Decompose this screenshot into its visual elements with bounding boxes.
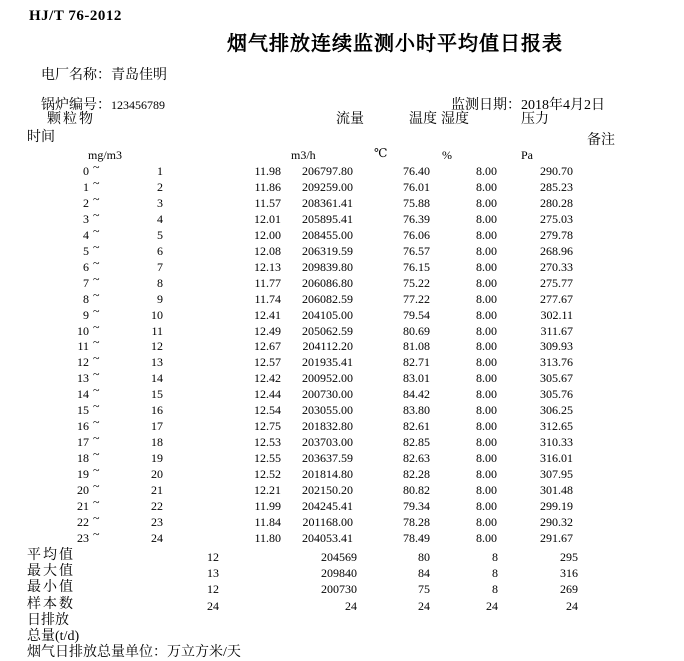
- total-amount-label: 总量(t/d): [27, 629, 80, 644]
- hour-end: 11: [151, 324, 163, 338]
- pressure-value: 280.28: [540, 196, 573, 210]
- summary-pressure-value: 24: [566, 599, 578, 613]
- pressure-value: 268.96: [540, 244, 573, 258]
- unit-flow: m3/h: [291, 148, 316, 162]
- table-row: [0, 463, 684, 483]
- flow-value: 203703.00: [302, 435, 353, 449]
- flow-value: 204053.41: [302, 531, 353, 545]
- summary-humidity-value: 8: [492, 550, 498, 564]
- hour-start: 19: [77, 467, 89, 481]
- summary-flow-value: 24: [345, 599, 357, 613]
- hour-start: 1: [83, 180, 89, 194]
- pm-value: 12.75: [254, 419, 281, 433]
- temp-value: 83.01: [403, 371, 430, 385]
- pressure-value: 316.01: [540, 451, 573, 465]
- summary-pm-value: 24: [207, 599, 219, 613]
- boiler-no-label: 锅炉编号：: [41, 98, 111, 113]
- unit-humidity: %: [442, 148, 452, 162]
- humidity-value: 8.00: [476, 292, 497, 306]
- pressure-value: 279.78: [540, 228, 573, 242]
- flow-value: 209259.00: [302, 180, 353, 194]
- table-row: [0, 320, 684, 340]
- pm-value: 12.54: [254, 403, 281, 417]
- flow-value: 201935.41: [302, 355, 353, 369]
- hour-start: 8: [83, 292, 89, 306]
- hour-end: 7: [157, 260, 163, 274]
- temp-value: 75.88: [403, 196, 430, 210]
- table-row: [0, 240, 684, 260]
- pressure-value: 291.67: [540, 531, 573, 545]
- temp-value: 79.54: [403, 308, 430, 322]
- pm-value: 12.21: [254, 483, 281, 497]
- humidity-value: 8.00: [476, 324, 497, 338]
- hour-range-tilde: ~: [93, 208, 100, 222]
- hour-start: 7: [83, 276, 89, 290]
- temp-value: 82.71: [403, 355, 430, 369]
- temp-value: 80.82: [403, 483, 430, 497]
- hour-start: 14: [77, 387, 89, 401]
- summary-temp-value: 80: [418, 550, 430, 564]
- summary-humidity-value: 24: [486, 599, 498, 613]
- table-row: [0, 415, 684, 435]
- daily-emission-label: 日排放: [27, 613, 69, 628]
- flow-value: 206082.59: [302, 292, 353, 306]
- standard-code: HJ/T 76-2012: [29, 8, 122, 24]
- humidity-value: 8.00: [476, 515, 497, 529]
- humidity-value: 8.00: [476, 276, 497, 290]
- hour-start: 10: [77, 324, 89, 338]
- col-header-pm: 颗粒物: [47, 112, 95, 127]
- summary-label: 最大值: [27, 564, 75, 579]
- pressure-value: 290.70: [540, 164, 573, 178]
- table-row: [0, 256, 684, 276]
- pm-value: 11.84: [254, 515, 281, 529]
- pressure-value: 275.77: [540, 276, 573, 290]
- hour-range-tilde: ~: [93, 479, 100, 493]
- temp-value: 75.22: [403, 276, 430, 290]
- hour-start: 23: [77, 531, 89, 545]
- unit-pressure: Pa: [521, 148, 533, 162]
- summary-flow-value: 204569: [321, 550, 357, 564]
- pressure-value: 277.67: [540, 292, 573, 306]
- flow-value: 209839.80: [302, 260, 353, 274]
- hour-end: 14: [151, 371, 163, 385]
- temp-value: 76.06: [403, 228, 430, 242]
- col-header-remark: 备注: [587, 133, 615, 148]
- hour-start: 11: [77, 339, 89, 353]
- hour-end: 21: [151, 483, 163, 497]
- temp-value: 76.39: [403, 212, 430, 226]
- pressure-value: 305.67: [540, 371, 573, 385]
- hour-end: 6: [157, 244, 163, 258]
- summary-pm-value: 12: [207, 582, 219, 596]
- col-header-flow: 流量: [336, 112, 364, 127]
- summary-row: [0, 564, 684, 580]
- hour-start: 2: [83, 196, 89, 210]
- pm-value: 12.00: [254, 228, 281, 242]
- hour-end: 5: [157, 228, 163, 242]
- hour-range-tilde: ~: [93, 367, 100, 381]
- hour-range-tilde: ~: [93, 335, 100, 349]
- hour-range-tilde: ~: [93, 415, 100, 429]
- table-row: [0, 160, 684, 180]
- pressure-value: 305.76: [540, 387, 573, 401]
- humidity-value: 8.00: [476, 435, 497, 449]
- hour-range-tilde: ~: [93, 447, 100, 461]
- temp-value: 82.63: [403, 451, 430, 465]
- hour-range-tilde: ~: [93, 351, 100, 365]
- humidity-value: 8.00: [476, 499, 497, 513]
- summary-label: 样本数: [27, 597, 75, 612]
- hour-start: 3: [83, 212, 89, 226]
- pressure-value: 309.93: [540, 339, 573, 353]
- humidity-value: 8.00: [476, 244, 497, 258]
- summary-label: 最小值: [27, 580, 75, 595]
- summary-row: [0, 597, 684, 613]
- pm-value: 12.67: [254, 339, 281, 353]
- pressure-value: 307.95: [540, 467, 573, 481]
- temp-value: 83.80: [403, 403, 430, 417]
- flow-value: 208455.00: [302, 228, 353, 242]
- table-row: [0, 527, 684, 547]
- humidity-value: 8.00: [476, 483, 497, 497]
- temp-value: 76.15: [403, 260, 430, 274]
- flow-value: 201814.80: [302, 467, 353, 481]
- summary-pressure-value: 295: [560, 550, 578, 564]
- hour-end: 1: [157, 164, 163, 178]
- footer-note: 烟气日排放总量单位：万立方米/天: [27, 645, 241, 660]
- summary-temp-value: 75: [418, 582, 430, 596]
- summary-pressure-value: 316: [560, 566, 578, 580]
- hour-end: 3: [157, 196, 163, 210]
- humidity-value: 8.00: [476, 355, 497, 369]
- hour-start: 12: [77, 355, 89, 369]
- temp-value: 77.22: [403, 292, 430, 306]
- hour-start: 13: [77, 371, 89, 385]
- flow-value: 208361.41: [302, 196, 353, 210]
- hour-start: 0: [83, 164, 89, 178]
- hour-start: 9: [83, 308, 89, 322]
- table-row: [0, 176, 684, 196]
- hour-range-tilde: ~: [93, 399, 100, 413]
- hour-end: 15: [151, 387, 163, 401]
- hour-end: 17: [151, 419, 163, 433]
- hour-range-tilde: ~: [93, 224, 100, 238]
- flow-value: 203055.00: [302, 403, 353, 417]
- humidity-value: 8.00: [476, 531, 497, 545]
- pressure-value: 312.65: [540, 419, 573, 433]
- summary-pressure-value: 269: [560, 582, 578, 596]
- summary-row: [0, 580, 684, 596]
- flow-value: 200952.00: [302, 371, 353, 385]
- pressure-value: 270.33: [540, 260, 573, 274]
- table-row: [0, 431, 684, 451]
- temp-value: 76.57: [403, 244, 430, 258]
- table-row: [0, 224, 684, 244]
- table-row: [0, 367, 684, 387]
- hour-end: 2: [157, 180, 163, 194]
- temp-value: 76.01: [403, 180, 430, 194]
- hour-range-tilde: ~: [93, 495, 100, 509]
- humidity-value: 8.00: [476, 260, 497, 274]
- pm-value: 12.52: [254, 467, 281, 481]
- pressure-value: 306.25: [540, 403, 573, 417]
- flow-value: 205895.41: [302, 212, 353, 226]
- flow-value: 206797.80: [302, 164, 353, 178]
- temp-value: 78.28: [403, 515, 430, 529]
- temp-value: 82.61: [403, 419, 430, 433]
- hour-start: 17: [77, 435, 89, 449]
- temp-value: 81.08: [403, 339, 430, 353]
- pm-value: 11.57: [254, 196, 281, 210]
- summary-label: 平均值: [27, 548, 75, 563]
- summary-flow-value: 209840: [321, 566, 357, 580]
- hour-range-tilde: ~: [93, 288, 100, 302]
- pm-value: 11.74: [254, 292, 281, 306]
- hour-range-tilde: ~: [93, 383, 100, 397]
- humidity-value: 8.00: [476, 228, 497, 242]
- hour-end: 16: [151, 403, 163, 417]
- humidity-value: 8.00: [476, 467, 497, 481]
- hour-end: 12: [151, 339, 163, 353]
- flow-value: 205062.59: [302, 324, 353, 338]
- pressure-value: 311.67: [540, 324, 573, 338]
- hour-end: 20: [151, 467, 163, 481]
- boiler-no-value: 123456789: [111, 98, 165, 112]
- flow-value: 206319.59: [302, 244, 353, 258]
- summary-pm-value: 12: [207, 550, 219, 564]
- pm-value: 12.41: [254, 308, 281, 322]
- pressure-value: 313.76: [540, 355, 573, 369]
- humidity-value: 8.00: [476, 308, 497, 322]
- pm-value: 11.98: [254, 164, 281, 178]
- summary-row: [0, 548, 684, 564]
- hour-start: 6: [83, 260, 89, 274]
- humidity-value: 8.00: [476, 387, 497, 401]
- pressure-value: 285.23: [540, 180, 573, 194]
- pm-value: 12.08: [254, 244, 281, 258]
- col-header-pressure: 压力: [521, 112, 549, 127]
- table-row: [0, 304, 684, 324]
- hour-end: 22: [151, 499, 163, 513]
- pressure-value: 302.11: [540, 308, 573, 322]
- pm-value: 11.77: [254, 276, 281, 290]
- humidity-value: 8.00: [476, 371, 497, 385]
- hour-range-tilde: ~: [93, 256, 100, 270]
- summary-flow-value: 200730: [321, 582, 357, 596]
- table-row: [0, 351, 684, 371]
- hour-start: 16: [77, 419, 89, 433]
- hour-end: 10: [151, 308, 163, 322]
- hour-end: 4: [157, 212, 163, 226]
- temp-value: 82.28: [403, 467, 430, 481]
- flow-value: 204112.20: [302, 339, 353, 353]
- table-row: [0, 208, 684, 228]
- temp-value: 80.69: [403, 324, 430, 338]
- temp-value: 84.42: [403, 387, 430, 401]
- hour-start: 18: [77, 451, 89, 465]
- hour-range-tilde: ~: [93, 176, 100, 190]
- hour-start: 4: [83, 228, 89, 242]
- table-row: [0, 447, 684, 467]
- hour-start: 22: [77, 515, 89, 529]
- humidity-value: 8.00: [476, 212, 497, 226]
- table-row: [0, 511, 684, 531]
- plant-name-value: 青岛佳明: [111, 68, 167, 83]
- hour-range-tilde: ~: [93, 431, 100, 445]
- pressure-value: 310.33: [540, 435, 573, 449]
- pressure-value: 299.19: [540, 499, 573, 513]
- flow-value: 203637.59: [302, 451, 353, 465]
- hour-end: 18: [151, 435, 163, 449]
- summary-pm-value: 13: [207, 566, 219, 580]
- pm-value: 12.49: [254, 324, 281, 338]
- flow-value: 204105.00: [302, 308, 353, 322]
- pressure-value: 301.48: [540, 483, 573, 497]
- hour-start: 21: [77, 499, 89, 513]
- pressure-value: 275.03: [540, 212, 573, 226]
- pm-value: 12.44: [254, 387, 281, 401]
- col-header-humidity: 湿度: [441, 112, 469, 127]
- report-title: 烟气排放连续监测小时平均值日报表: [227, 33, 563, 55]
- summary-temp-value: 24: [418, 599, 430, 613]
- hour-end: 23: [151, 515, 163, 529]
- col-header-temp: 温度: [409, 112, 437, 127]
- pm-value: 11.80: [254, 531, 281, 545]
- plant-name-label: 电厂名称：: [41, 68, 111, 83]
- pm-value: 12.55: [254, 451, 281, 465]
- humidity-value: 8.00: [476, 451, 497, 465]
- pm-value: 12.01: [254, 212, 281, 226]
- summary-temp-value: 84: [418, 566, 430, 580]
- temp-value: 78.49: [403, 531, 430, 545]
- humidity-value: 8.00: [476, 403, 497, 417]
- pm-value: 12.57: [254, 355, 281, 369]
- hour-range-tilde: ~: [93, 192, 100, 206]
- pm-value: 12.53: [254, 435, 281, 449]
- humidity-value: 8.00: [476, 196, 497, 210]
- pressure-value: 290.32: [540, 515, 573, 529]
- temp-value: 79.34: [403, 499, 430, 513]
- hour-end: 13: [151, 355, 163, 369]
- humidity-value: 8.00: [476, 164, 497, 178]
- hour-end: 24: [151, 531, 163, 545]
- hour-end: 8: [157, 276, 163, 290]
- hour-range-tilde: ~: [93, 511, 100, 525]
- hour-range-tilde: ~: [93, 272, 100, 286]
- hour-start: 20: [77, 483, 89, 497]
- hour-range-tilde: ~: [93, 527, 100, 541]
- flow-value: 200730.00: [302, 387, 353, 401]
- hour-end: 9: [157, 292, 163, 306]
- table-row: [0, 495, 684, 515]
- monitor-date-value: 2018年4月2日: [521, 98, 605, 113]
- humidity-value: 8.00: [476, 339, 497, 353]
- pm-value: 11.99: [254, 499, 281, 513]
- col-header-time: 时间: [27, 130, 55, 145]
- monitor-date-label: 监测日期：: [451, 98, 521, 113]
- humidity-value: 8.00: [476, 180, 497, 194]
- hour-range-tilde: ~: [93, 304, 100, 318]
- humidity-value: 8.00: [476, 419, 497, 433]
- pm-value: 11.86: [254, 180, 281, 194]
- hour-start: 15: [77, 403, 89, 417]
- temp-value: 82.85: [403, 435, 430, 449]
- table-row: [0, 479, 684, 499]
- hour-range-tilde: ~: [93, 160, 100, 174]
- table-row: [0, 383, 684, 403]
- table-row: [0, 192, 684, 212]
- pm-value: 12.13: [254, 260, 281, 274]
- flow-value: 201832.80: [302, 419, 353, 433]
- hour-range-tilde: ~: [93, 240, 100, 254]
- hour-range-tilde: ~: [93, 320, 100, 334]
- temp-value: 76.40: [403, 164, 430, 178]
- flow-value: 204245.41: [302, 499, 353, 513]
- summary-humidity-value: 8: [492, 582, 498, 596]
- summary-humidity-value: 8: [492, 566, 498, 580]
- flow-value: 202150.20: [302, 483, 353, 497]
- hour-end: 19: [151, 451, 163, 465]
- unit-pm: mg/m3: [88, 148, 123, 162]
- flow-value: 206086.80: [302, 276, 353, 290]
- unit-temp: ℃: [374, 146, 388, 160]
- table-row: [0, 335, 684, 355]
- table-row: [0, 288, 684, 308]
- flow-value: 201168.00: [302, 515, 353, 529]
- hour-start: 5: [83, 244, 89, 258]
- hour-range-tilde: ~: [93, 463, 100, 477]
- table-row: [0, 399, 684, 419]
- table-row: [0, 272, 684, 292]
- pm-value: 12.42: [254, 371, 281, 385]
